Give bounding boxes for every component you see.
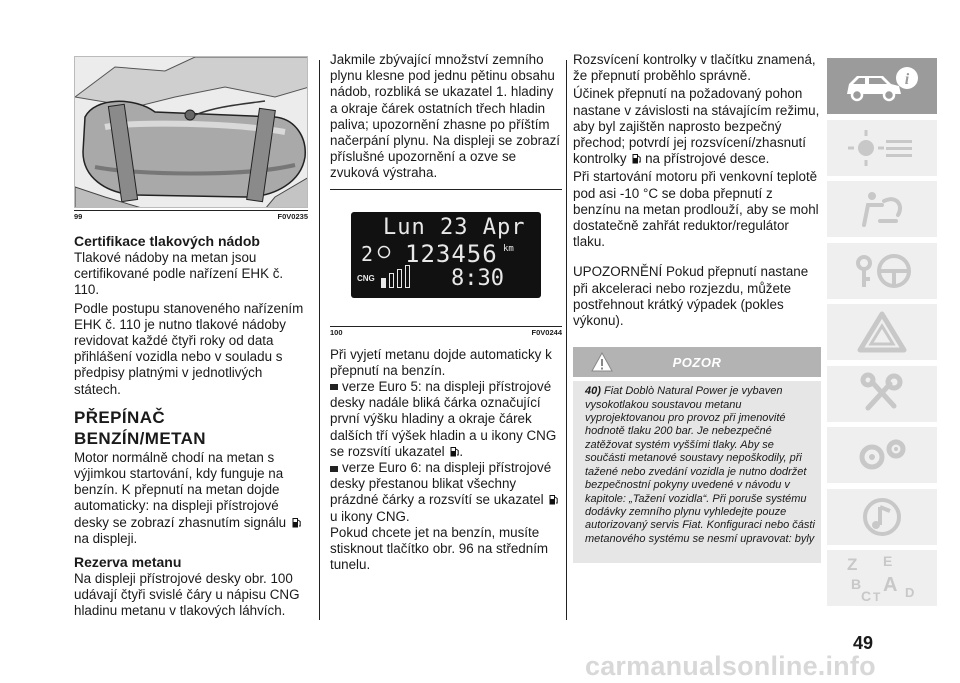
index-letter-b: B — [851, 576, 862, 592]
fuel-pump-icon — [450, 446, 459, 457]
chapter-tabs — [827, 58, 937, 612]
paragraph-low-level: Jakmile zbývající množství zemního plynu klesne pod jednu pětinu obsahu nádob, rozbliká se ukazatel 1. hladiny a okraje čárek ostatních třech hladin paliva; upozornění zhasne po příštím načerpání plynu. Na displeji se zobrazí příslušné upozornění a ozve se zvuková výstraha. — [330, 52, 561, 181]
column-1 — [74, 56, 308, 620]
display-date: Lun 23 Apr — [383, 214, 526, 240]
bullet-euro6 — [330, 460, 562, 525]
paragraph-effect-text: Účinek přepnutí na požadovaný pohon nastane v závislosti na stávajícím režimu, aby byl zajištěn naprosto bezpečný přechod; potvrdí jej rozsvícení/zhasnutí kontrolky — [573, 86, 820, 167]
column-divider-right — [566, 60, 567, 620]
figure-100-number: 100 — [330, 327, 343, 337]
cng-tank-illustration — [75, 57, 308, 208]
bullet-euro5-text: verze Euro 5: na displeji přístrojové desky nadále bliká čárka označující první výšku hladiny a okraje čárek dalších tří výšek hladin a u ikony CNG se rozsvítí ukazatel — [330, 379, 557, 459]
paragraph-switch-end: na displeji. — [74, 530, 138, 546]
warning-body — [573, 381, 821, 563]
page-number: 49 — [853, 633, 874, 653]
music-note-icon — [842, 495, 922, 539]
index-letter-t: T — [873, 590, 881, 603]
paragraph-certification-2: Podle postupu stanoveného nařízením EHK č. 110 je nutno tlakové nádoby revidovat každé čtyři roky od data přihlášení vozidla nebo v souladu s předpisy platnými v jednotlivých státech. — [74, 300, 304, 397]
index-letter-a: A — [883, 574, 898, 596]
cng-level-bar-1 — [381, 278, 386, 288]
display-cng-label: CNG — [357, 273, 375, 283]
paragraph-certification-1: Tlakové nádoby na metan jsou certifikované podle nařízení EHK č. 110. — [74, 250, 284, 298]
warning-triangle-icon — [842, 310, 922, 354]
bullet-marker-icon — [330, 466, 338, 472]
tab-multimedia[interactable] — [827, 489, 937, 545]
warning-number: 40) — [585, 385, 601, 398]
figure-100-caption — [330, 326, 562, 337]
watermark: carmanualsonline.info — [585, 651, 876, 681]
bullet-euro5: verze Euro 5: na displeji přístrojové desky nadále bliká čárka označující první výšku hladiny a okraje čárek dalších tří výšek hladin a u ikony CNG se rozsvítí ukazatel . — [330, 379, 557, 459]
paragraph-auto-switch: Při vyjetí metanu dojde automaticky k přepnutí na benzín. — [330, 346, 552, 378]
paragraph-switch-text: Motor normálně chodí na metan s výjimkou startování, kdy funguje na benzín. K přepnutí na metan dojde automaticky: na displeji přístrojové desky se zobrazí zhasnutím signálu — [74, 449, 287, 530]
warning-text: Fiat Doblò Natural Power je vybaven vysokotlakou soustavou metanu vyprojektovanou pro provoz při jmenovité hodnotě tlaku 200 bar. Je nebezpečné zatěžovat systém vyššími tlaky. Aby se součásti metanové soustavy nepoškodily, při tažené nebo zvedání vozidla je nutno dodržet bezpečnostní pokyny uvedené v návodu v kapitole: „Tažení vozidla“. Při poruše systému dodávky zemního plynu vyhledejte pouze autorizovaný servis Fiat. Konfiguraci nebo části metanového systému se nesmí upravovat: byly — [585, 385, 815, 545]
display-time: 8:30 — [451, 265, 504, 291]
column-divider-left — [319, 60, 320, 620]
cng-level-bar-2 — [389, 273, 394, 288]
svg-text:i: i — [904, 71, 910, 88]
figure-99-caption — [74, 210, 308, 221]
tab-emergency[interactable] — [827, 304, 937, 360]
warning-title: POZOR — [672, 355, 722, 371]
display-lamp-icon — [377, 244, 391, 260]
heading-switch-line2: BENZÍN/METAN — [74, 428, 206, 448]
display-odometer: 123456 — [405, 239, 498, 268]
bullet-marker-icon — [330, 384, 338, 390]
tab-dashboard[interactable] — [827, 120, 937, 176]
dashboard-lights-icon — [842, 126, 922, 170]
gears-icon — [842, 433, 922, 477]
separator-top — [330, 189, 562, 190]
warning-header — [573, 347, 821, 377]
bullet-euro6-text: verze Euro 6: na displeji přístrojové desky přestanou blikat všechny prázdné čárky a rozsvítí se ukazatel — [330, 460, 552, 508]
figure-99-image — [74, 56, 308, 208]
index-letter-e: E — [883, 553, 893, 569]
paragraph-petrol: Pokud chcete jet na benzín, musíte stisknout tlačítko obr. 96 na středním tunelu. — [330, 524, 549, 573]
bullet-euro6-end: u ikony CNG. — [330, 508, 410, 524]
fuel-pump-icon — [549, 494, 558, 505]
heading-switch-line1: PŘEPÍNAČ — [74, 407, 166, 427]
index-letter-c: C — [861, 588, 872, 603]
instrument-display — [351, 212, 541, 298]
tab-starting-driving[interactable] — [827, 243, 937, 299]
column-3 — [573, 52, 821, 563]
paragraph-effect-end: na přístrojové desce. — [645, 151, 770, 167]
tools-wrench-icon — [842, 372, 922, 416]
index-letter-d: D — [905, 585, 915, 600]
cng-level-bars — [381, 264, 415, 288]
paragraph-methane-reserve: Na displeji přístrojové desky obr. 100 udávají čtyři svislé čáry u nápisu CNG hladinu metanu v tlakových láhvích. — [74, 571, 300, 619]
column-2 — [330, 52, 562, 573]
paragraph-notice: UPOZORNĚNÍ Pokud přepnutí nastane při akceleraci nebo rozjezdu, můžete postřehnout krátký výpadek (pokles výkonu). — [573, 264, 809, 329]
alphabet-index-icon — [839, 553, 925, 603]
tab-index[interactable] — [827, 550, 937, 606]
tab-maintenance[interactable] — [827, 366, 937, 422]
figure-99 — [74, 56, 308, 221]
tab-safety[interactable] — [827, 181, 937, 237]
airbag-seat-icon — [842, 187, 922, 231]
paragraph-indicator: Rozsvícení kontrolky v tlačítku znamená, že přepnutí proběhlo správně. — [573, 52, 816, 84]
paragraph-cold-start: Při startování motoru při venkovní teplotě pod asi -10 °C se doba přepnutí z benzínu na metan prodlouží, aby se mohl dostatečně zahřát reduktor/regulátor tlaku. — [573, 169, 819, 250]
fuel-pump-icon — [632, 153, 641, 164]
paragraph-switch — [74, 450, 308, 547]
display-gear: 2 — [361, 241, 374, 266]
figure-99-code: F0V0235 — [277, 212, 308, 221]
cng-level-bar-4 — [405, 265, 410, 288]
figure-100-code: F0V0244 — [531, 327, 562, 337]
figure-100 — [330, 212, 562, 337]
tab-technical-data[interactable] — [827, 427, 937, 483]
heading-certification: Certifikace tlakových nádob — [74, 233, 260, 249]
display-unit: km — [503, 243, 514, 254]
heading-methane-reserve: Rezerva metanu — [74, 554, 182, 571]
fuel-pump-icon — [292, 517, 301, 528]
paragraph-effect — [573, 86, 821, 167]
index-letter-z: Z — [847, 555, 858, 574]
tab-vehicle-info[interactable] — [827, 58, 937, 114]
car-info-icon — [839, 64, 925, 108]
figure-99-number: 99 — [74, 212, 83, 221]
cng-level-bar-3 — [397, 269, 402, 288]
key-steering-icon — [842, 249, 922, 293]
